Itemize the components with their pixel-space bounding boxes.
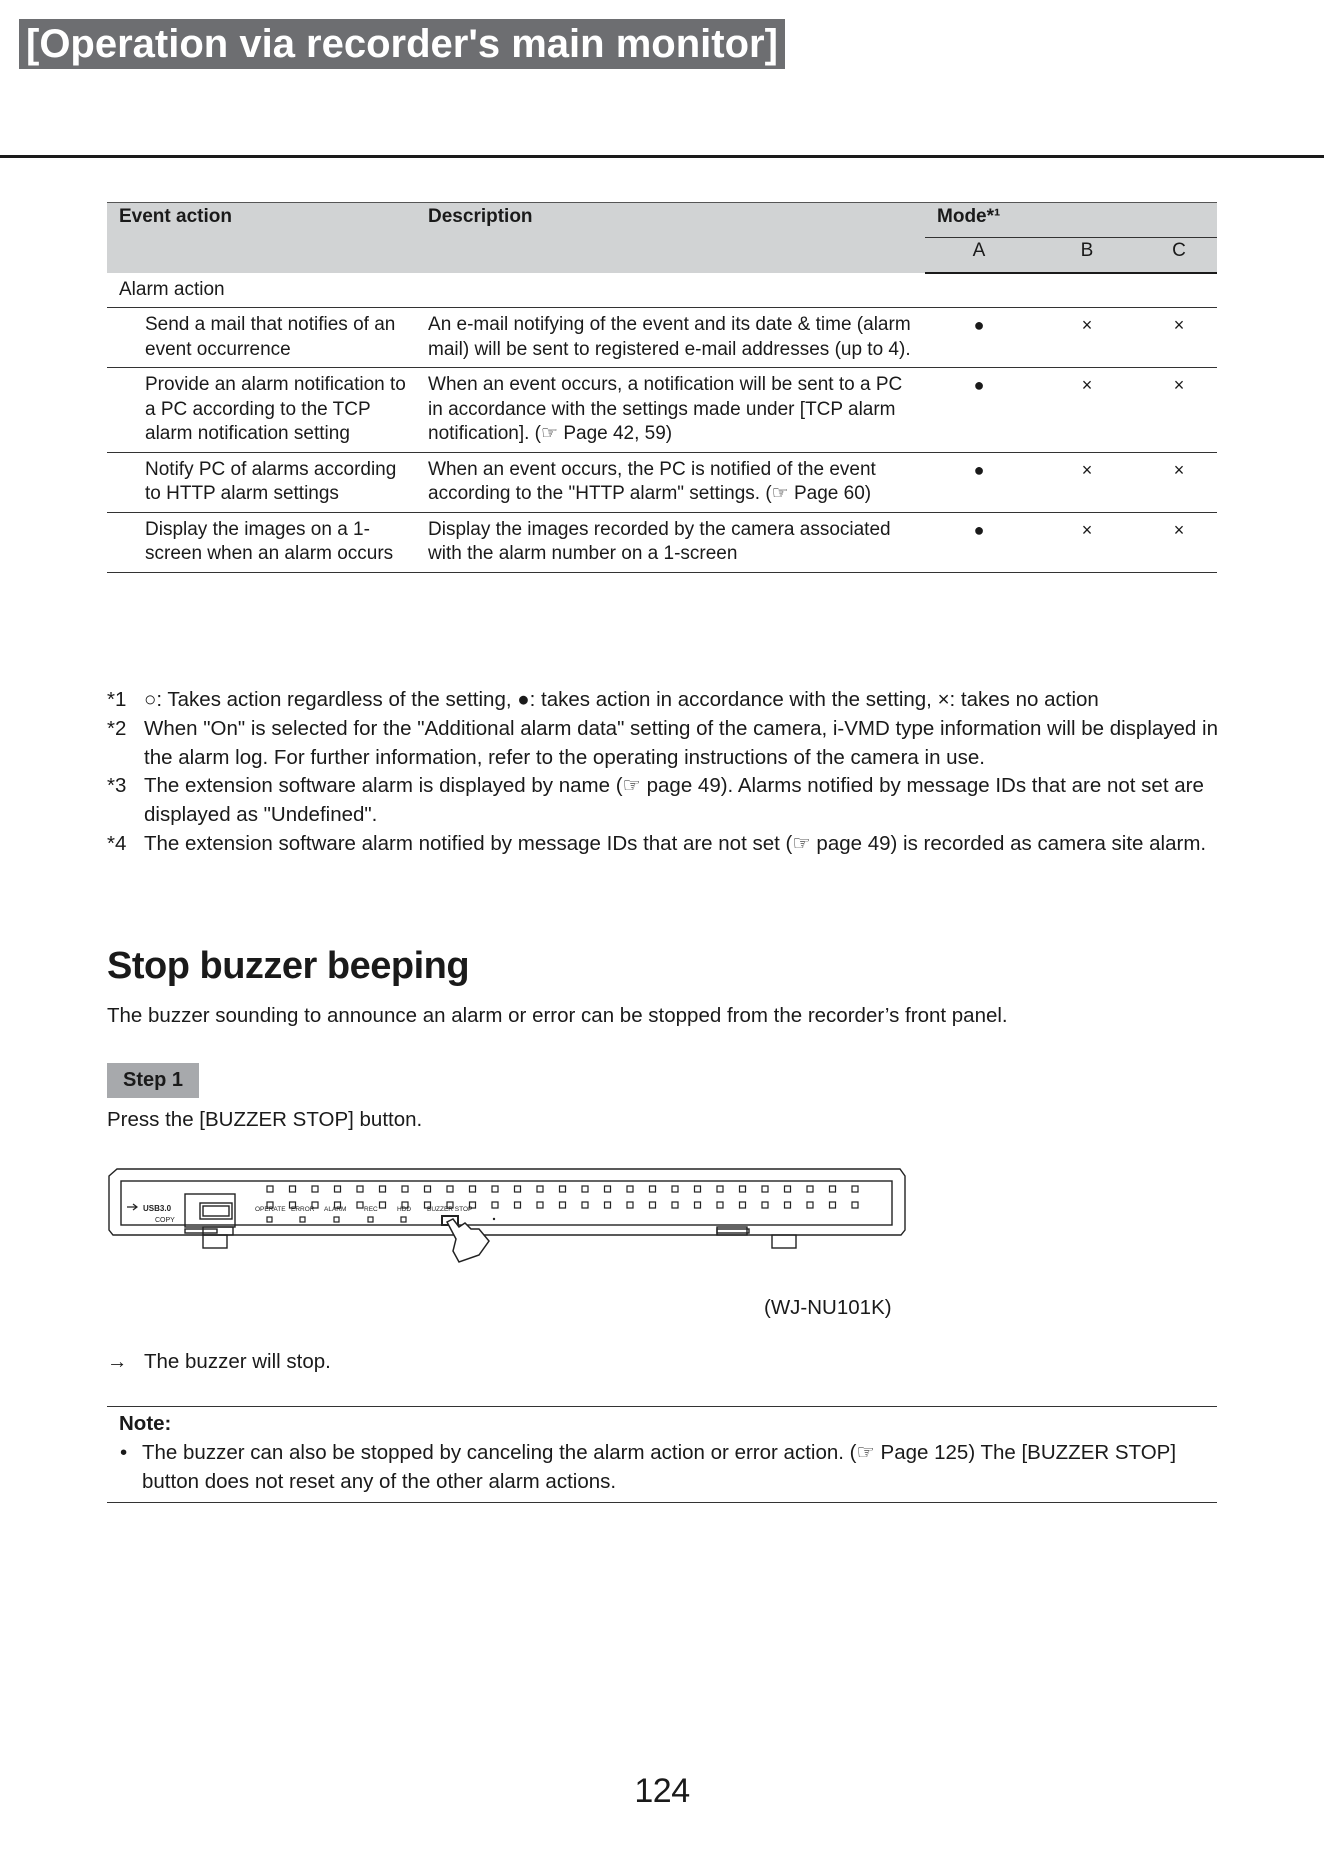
indicator-label: ALARM [324,1206,347,1213]
description-cell: An e-mail notifying of the event and its date & time (alarm mail) will be sent to registered e-mail addresses (up to 4). [416,308,925,368]
table-row [107,452,1217,512]
table-row [107,308,1217,368]
mode-a-cell: ● [925,452,1033,512]
footnote-mark: *1 [107,688,127,711]
step-badge: Step 1 [107,1063,199,1098]
mode-c-cell: × [1141,308,1217,368]
footnotes [107,686,1237,859]
mode-a-cell: ● [925,308,1033,368]
mode-b-cell: × [1033,452,1141,512]
operate-led [267,1217,272,1222]
indicator-label: HDD [397,1206,412,1213]
copy-label: COPY [155,1217,175,1224]
mode-c-cell: × [1141,452,1217,512]
result-text: The buzzer will stop. [144,1350,331,1373]
table-group-label: Alarm action [119,279,225,300]
section-title: Stop buzzer beeping [107,945,470,987]
event-action-cell: Notify PC of alarms according to HTTP alarm settings [107,452,416,512]
footnote [107,830,1237,859]
description-cell: When an event occurs, the PC is notified of the event according to the "HTTP alarm" settings. (☞ Page 60) [416,452,925,512]
table-row [107,368,1217,453]
indicator-label: REC [364,1206,378,1213]
event-action-table [107,202,1217,573]
indicator-label: OPERATE [255,1206,286,1213]
footnote-text: ○: Takes action regardless of the setting, ●: takes action in accordance with the setting, ×: takes no action [144,688,1099,711]
note-text: The buzzer can also be stopped by canceling the alarm action or error action. (☞ Page 125) The [BUZZER STOP] button does not reset any of the other alarm actions. [142,1440,1177,1493]
section-lead: The buzzer sounding to announce an alarm or error can be stopped from the recorder’s front panel. [107,1004,1008,1027]
note-item [107,1439,1217,1497]
footnote [107,686,1237,715]
rec-led [368,1217,373,1222]
col-header-event-action: Event action [107,203,416,274]
error-led [300,1217,305,1222]
description-cell: When an event occurs, a notification will be sent to a PC in accordance with the settings made under [TCP alarm notification]. (☞ Page 42, 59) [416,368,925,453]
recorder-front-panel-illustration [107,1167,907,1287]
description-cell: Display the images recorded by the camera associated with the alarm number on a 1-screen [416,512,925,572]
mode-c-cell: × [1141,368,1217,453]
footnote [107,715,1237,773]
page-number: 124 [634,1772,690,1810]
footnote-mark: *3 [107,774,127,798]
footnote-text: The extension software alarm notified by message IDs that are not set (☞ page 49) is recorded as camera site alarm. [144,831,1207,855]
usb-label: USB3.0 [143,1204,172,1213]
header-divider [0,155,1324,158]
buzzer-stop-label: BUZZER STOP [427,1206,473,1213]
event-action-cell: Provide an alarm notification to a PC according to the TCP alarm notification setting [107,368,416,453]
event-action-cell: Display the images on a 1-screen when an alarm occurs [107,512,416,572]
arrow-icon: → [107,1350,128,1373]
mode-b-cell: × [1033,308,1141,368]
mode-c-cell: × [1141,512,1217,572]
col-header-description: Description [416,203,925,274]
event-action-cell: Send a mail that notifies of an event occurrence [107,308,416,368]
note-title: Note: [119,1412,172,1435]
mode-a-cell: ● [925,512,1033,572]
alarm-led [334,1217,339,1222]
col-header-mode-a: A [925,238,1033,274]
mode-a-cell: ● [925,368,1033,453]
col-header-mode-c: C [1141,238,1217,274]
step-result [107,1350,331,1374]
col-header-mode: Mode*¹ [925,203,1217,238]
bullet-icon: • [120,1440,128,1464]
note-box [107,1406,1217,1503]
footnote-text: The extension software alarm is displayed by name (☞ page 49). Alarms notified by message IDs that are not set are displayed as "Undefined". [144,774,1204,827]
mode-b-cell: × [1033,368,1141,453]
footnote [107,772,1237,830]
mode-b-cell: × [1033,512,1141,572]
step-instruction: Press the [BUZZER STOP] button. [107,1108,423,1131]
device-model-caption: (WJ-NU101K) [764,1296,892,1319]
col-header-mode-b: B [1033,238,1141,274]
footnote-mark: *2 [107,716,127,740]
page-section-banner: [Operation via recorder's main monitor] [19,19,785,69]
hdd-led [401,1217,406,1222]
footnote-text: When "On" is selected for the "Additional alarm data" setting of the camera, i-VMD type information will be displayed in the alarm log. For further information, refer to the operating instructions of the camera in use. [144,716,1218,769]
reset-hole [493,1218,495,1220]
indicator-label: ERROR [291,1206,315,1213]
footnote-mark: *4 [107,831,127,855]
table-row [107,512,1217,572]
